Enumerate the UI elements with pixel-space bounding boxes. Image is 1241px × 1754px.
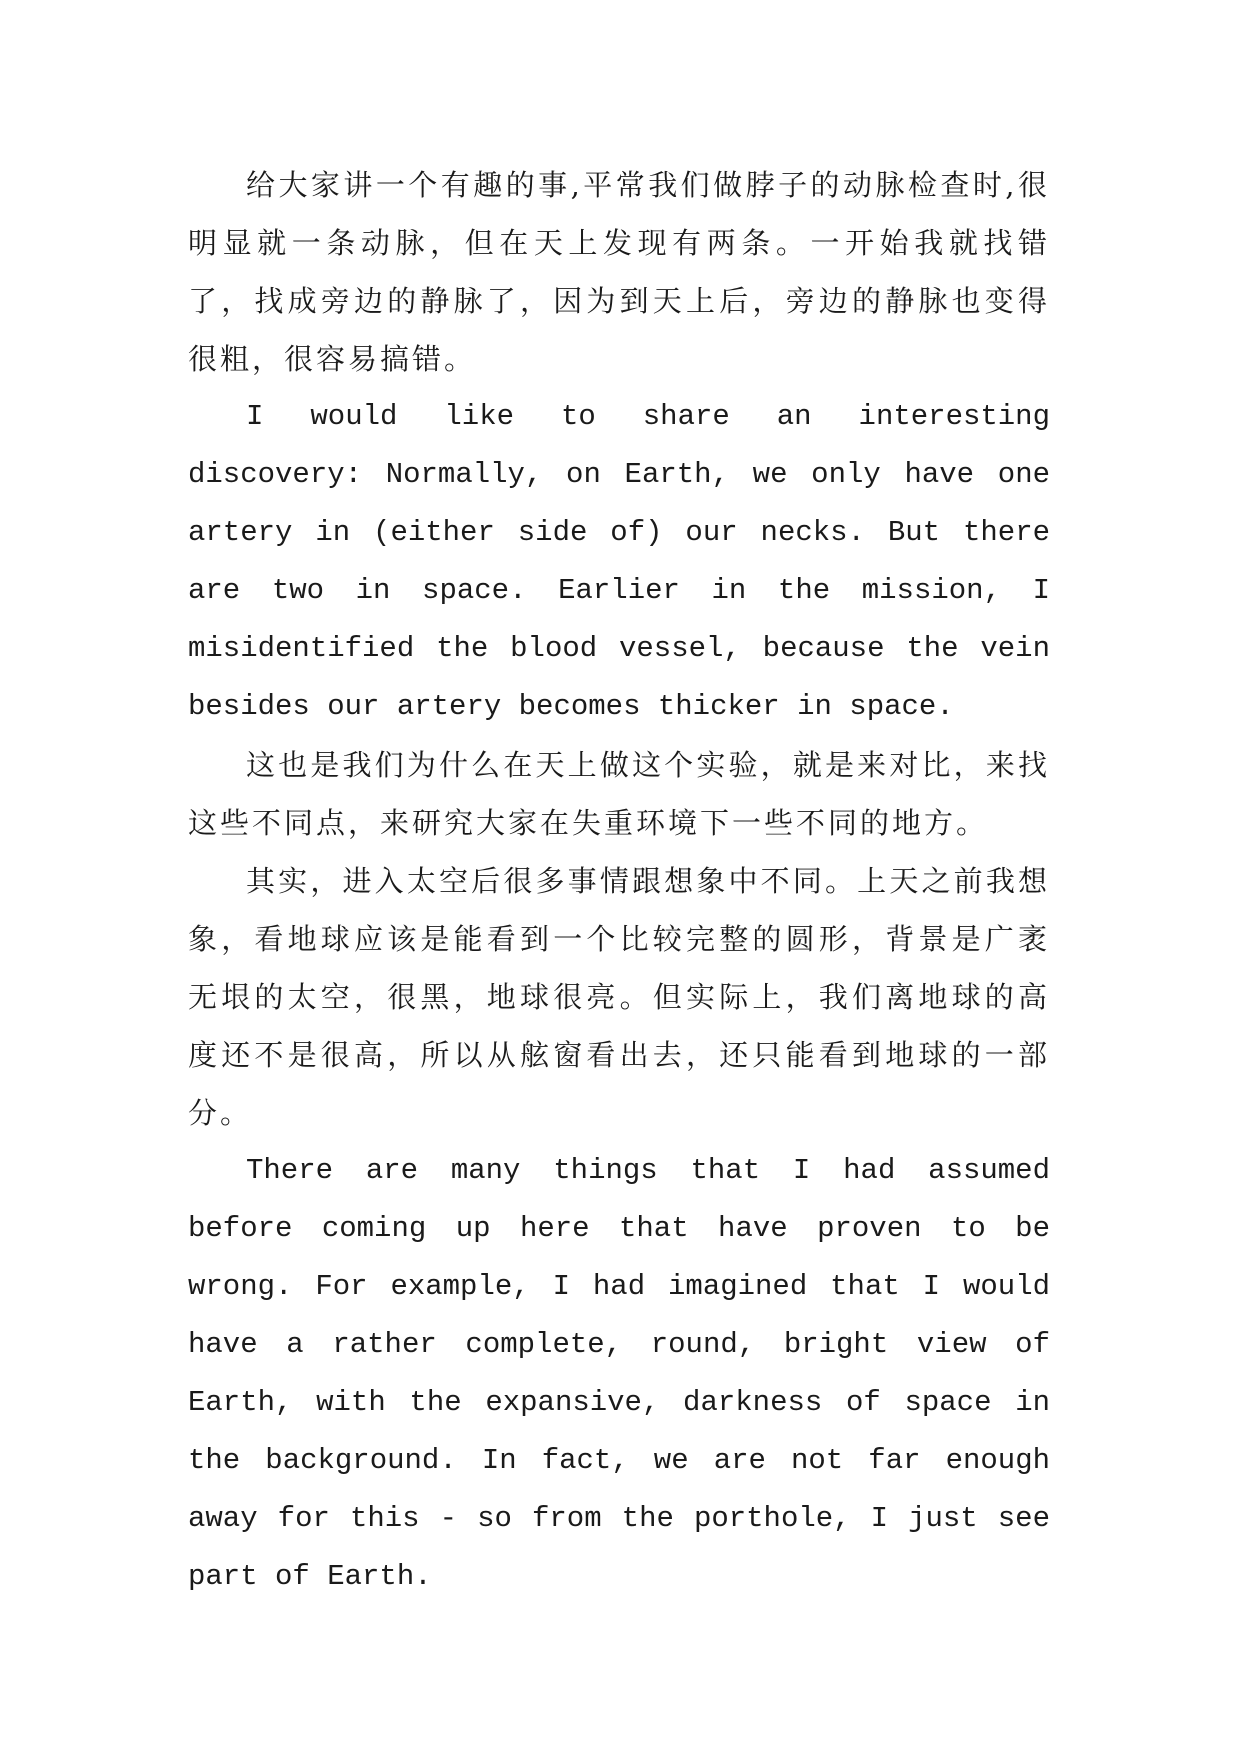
paragraph-en-earth-view: There are many things that I had assumed before coming up here that have proven to be wrong. For example, I had imagined that I would have a rather complete, round, bright view of Earth, with the expansive, darkness of space in the background. In fact, we are not far enough away for this - so from the porthole, I just see part of Earth. — [188, 1154, 1050, 1593]
paragraph-en-artery: I would like to share an interesting discovery: Normally, on Earth, we only have one artery in (either side of) our necks. But there are two in space. Earlier in the mission, I misidentified the blood vessel, because the vein besides our artery becomes thicker in space. — [188, 400, 1050, 723]
paragraph-zh-experiment: 这也是我们为什么在天上做这个实验，就是来对比，来找这些不同点，来研究大家在失重环境下一些不同的地方。 — [188, 748, 1050, 840]
document-body — [188, 156, 1050, 1606]
paragraph-zh-artery: 给大家讲一个有趣的事,平常我们做脖子的动脉检查时,很明显就一条动脉，但在天上发现有两条。一开始我就找错了，找成旁边的静脉了，因为到天上后，旁边的静脉也变得很粗，很容易搞错。 — [188, 168, 1050, 376]
paragraph-zh-earth-view: 其实，进入太空后很多事情跟想象中不同。上天之前我想象，看地球应该是能看到一个比较完整的圆形，背景是广袤无垠的太空，很黑，地球很亮。但实际上，我们离地球的高度还不是很高，所以从舷窗看出去，还只能看到地球的一部分。 — [188, 864, 1050, 1130]
